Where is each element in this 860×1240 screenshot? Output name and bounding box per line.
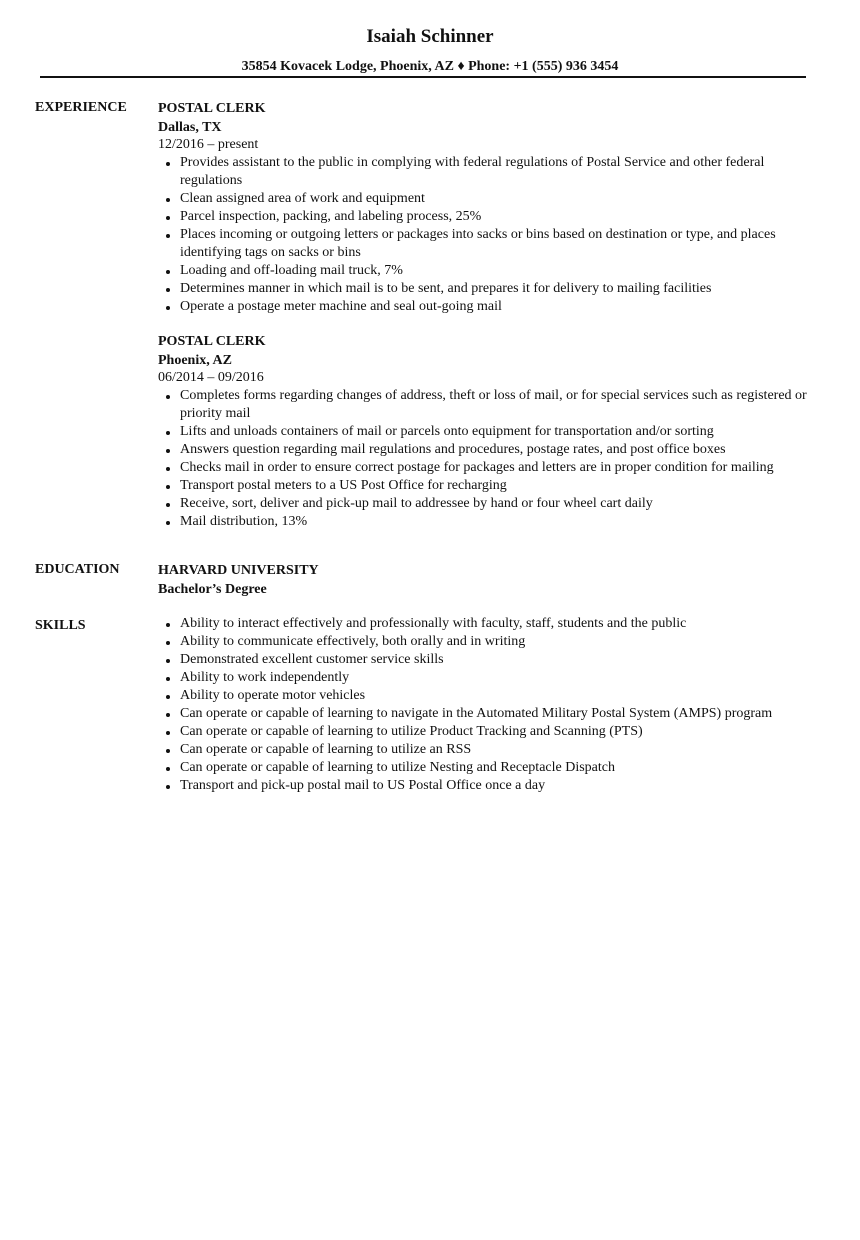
job-bullet: Lifts and unloads containers of mail or parcels onto equipment for transportation and/or sorting — [180, 423, 813, 441]
job-bullet: Provides assistant to the public in complying with federal regulations of Postal Service and other federal regulations — [180, 154, 813, 190]
skill-item: Ability to interact effectively and professionally with faculty, staff, students and the public — [180, 615, 813, 633]
section-title-experience: EXPERIENCE — [35, 100, 127, 115]
job-bullet: Answers question regarding mail regulations and procedures, postage rates, and post office boxes — [180, 441, 813, 459]
job-entry — [158, 332, 813, 531]
skill-item: Ability to work independently — [180, 669, 813, 687]
section-title-education: EDUCATION — [35, 562, 120, 577]
job-bullet: Operate a postage meter machine and seal out-going mail — [180, 298, 813, 316]
skills-list — [158, 615, 813, 795]
header-divider — [40, 76, 806, 78]
skill-item: Can operate or capable of learning to utilize Nesting and Receptacle Dispatch — [180, 759, 813, 777]
degree: Bachelor’s Degree — [158, 582, 267, 597]
experience-body — [158, 99, 813, 531]
job-title: POSTAL CLERK — [158, 101, 266, 116]
job-bullet: Places incoming or outgoing letters or packages into sacks or bins based on destination or type, and places identifying tags on sacks or bins — [180, 226, 813, 262]
job-bullet: Determines manner in which mail is to be sent, and prepares it for delivery to mailing facilities — [180, 280, 813, 298]
candidate-name: Isaiah Schinner — [366, 26, 494, 47]
job-dates: 06/2014 – 09/2016 — [158, 370, 264, 385]
job-location: Dallas, TX — [158, 120, 222, 135]
job-bullet: Transport postal meters to a US Post Office for recharging — [180, 477, 813, 495]
skill-item: Can operate or capable of learning to utilize an RSS — [180, 741, 813, 759]
job-entry — [158, 99, 813, 316]
job-bullet: Mail distribution, 13% — [180, 513, 813, 531]
job-bullet: Clean assigned area of work and equipment — [180, 190, 813, 208]
skill-item: Transport and pick-up postal mail to US Postal Office once a day — [180, 777, 813, 795]
skill-item: Demonstrated excellent customer service skills — [180, 651, 813, 669]
job-bullet: Completes forms regarding changes of address, theft or loss of mail, or for special services such as registered or priority mail — [180, 387, 813, 423]
contact-line: 35854 Kovacek Lodge, Phoenix, AZ ♦ Phone: +1 (555) 936 3454 — [241, 59, 619, 74]
job-bullets — [158, 154, 813, 316]
section-title-skills: SKILLS — [35, 618, 86, 633]
skill-item: Ability to operate motor vehicles — [180, 687, 813, 705]
job-title: POSTAL CLERK — [158, 334, 266, 349]
job-bullet: Checks mail in order to ensure correct postage for packages and letters are in proper condition for mailing — [180, 459, 813, 477]
job-bullet: Receive, sort, deliver and pick-up mail to addressee by hand or four wheel cart daily — [180, 495, 813, 513]
skills-body — [158, 615, 813, 795]
school-name: HARVARD UNIVERSITY — [158, 563, 319, 578]
job-location: Phoenix, AZ — [158, 353, 232, 368]
skill-item: Can operate or capable of learning to navigate in the Automated Military Postal System (AMPS) program — [180, 705, 813, 723]
skill-item: Can operate or capable of learning to utilize Product Tracking and Scanning (PTS) — [180, 723, 813, 741]
job-bullet: Loading and off-loading mail truck, 7% — [180, 262, 813, 280]
education-body — [158, 561, 813, 599]
job-dates: 12/2016 – present — [158, 137, 259, 152]
job-bullet: Parcel inspection, packing, and labeling process, 25% — [180, 208, 813, 226]
job-bullets — [158, 387, 813, 531]
skill-item: Ability to communicate effectively, both orally and in writing — [180, 633, 813, 651]
